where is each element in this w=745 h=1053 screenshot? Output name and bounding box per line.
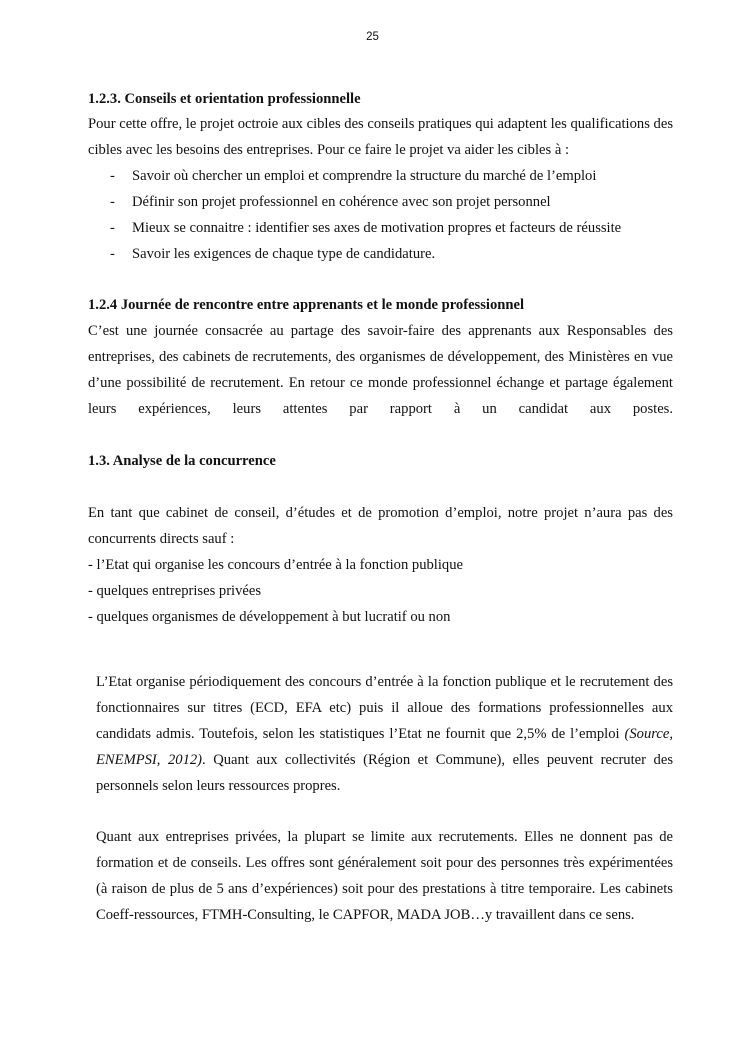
section-1-2-4-body: C’est une journée consacrée au partage des savoir-faire des apprenants aux Responsables des entreprises, des cabinets de recrutements, des organismes de développement, des Ministères en vue d’une possibilité de recrutement. En retour ce monde professionnel échange et partage également leurs expériences, leurs attentes par rapport à un candidat aux postes. bbox=[88, 323, 673, 417]
bullet-marker: - bbox=[110, 168, 115, 184]
list-item: - Savoir les exigences de chaque type de candidature. bbox=[88, 241, 673, 267]
list-item: - Définir son projet professionnel en cohérence avec son projet personnel bbox=[88, 189, 673, 215]
list-item: - quelques organismes de développement à but lucratif ou non bbox=[88, 609, 451, 625]
section-heading-1-2-4: 1.2.4 Journée de rencontre entre apprenants et le monde professionnel bbox=[88, 297, 525, 313]
bullet-marker: - bbox=[110, 246, 115, 262]
source-citation: (Source, ENEMPSI, 2012) bbox=[96, 726, 673, 768]
competitor-list bbox=[88, 552, 673, 630]
paragraph-etat: L’Etat organise périodiquement des concours d’entrée à la fonction publique et le recrutement des fonctionnaires sur titres (ECD, EFA etc) puis il alloue des formations professionnelles aux candidats admis. Toutefois, selon les statistiques l’Etat ne fournit que 2,5% de l’emploi (Source, ENEMPSI, 2012). Quant aux collectivités (Région et Commune), elles peuvent recruter des personnels selon leurs ressources propres. bbox=[96, 674, 673, 794]
section-heading-1-3: 1.3. Analyse de la concurrence bbox=[88, 453, 276, 469]
list-item: - l’Etat qui organise les concours d’entrée à la fonction publique bbox=[88, 557, 463, 573]
section-1-3-intro: En tant que cabinet de conseil, d’études et de promotion d’emploi, notre projet n’aura pas des concurrents directs sauf : bbox=[88, 505, 673, 547]
section-heading-1-2-3: 1.2.3. Conseils et orientation professionnelle bbox=[88, 91, 361, 107]
list-item: - Mieux se connaitre : identifier ses axes de motivation propres et facteurs de réussite bbox=[88, 215, 673, 241]
bullet-marker: - bbox=[110, 194, 115, 210]
list-item: - quelques entreprises privées bbox=[88, 583, 262, 599]
page-number: 25 bbox=[366, 31, 379, 43]
bullet-marker: - bbox=[110, 220, 115, 236]
advice-bullet-list bbox=[88, 163, 673, 267]
list-item: - Savoir où chercher un emploi et comprendre la structure du marché de l’emploi bbox=[88, 163, 673, 189]
section-1-2-3-intro: Pour cette offre, le projet octroie aux cibles des conseils pratiques qui adaptent les qualifications des cibles avec les besoins des entreprises. Pour ce faire le projet va aider les cibles à : bbox=[88, 116, 673, 158]
paragraph-entreprises-privees: Quant aux entreprises privées, la plupart se limite aux recrutements. Elles ne donnent pas de formation et de conseils. Les offres sont généralement soit pour des personnes très expérimentées (à raison de plus de 5 ans d’expériences) soit pour des prestations à titre temporaire. Les cabinets Coeff-ressources, FTMH-Consulting, le CAPFOR, MADA JOB…y travaillent dans ce sens. bbox=[96, 829, 673, 923]
